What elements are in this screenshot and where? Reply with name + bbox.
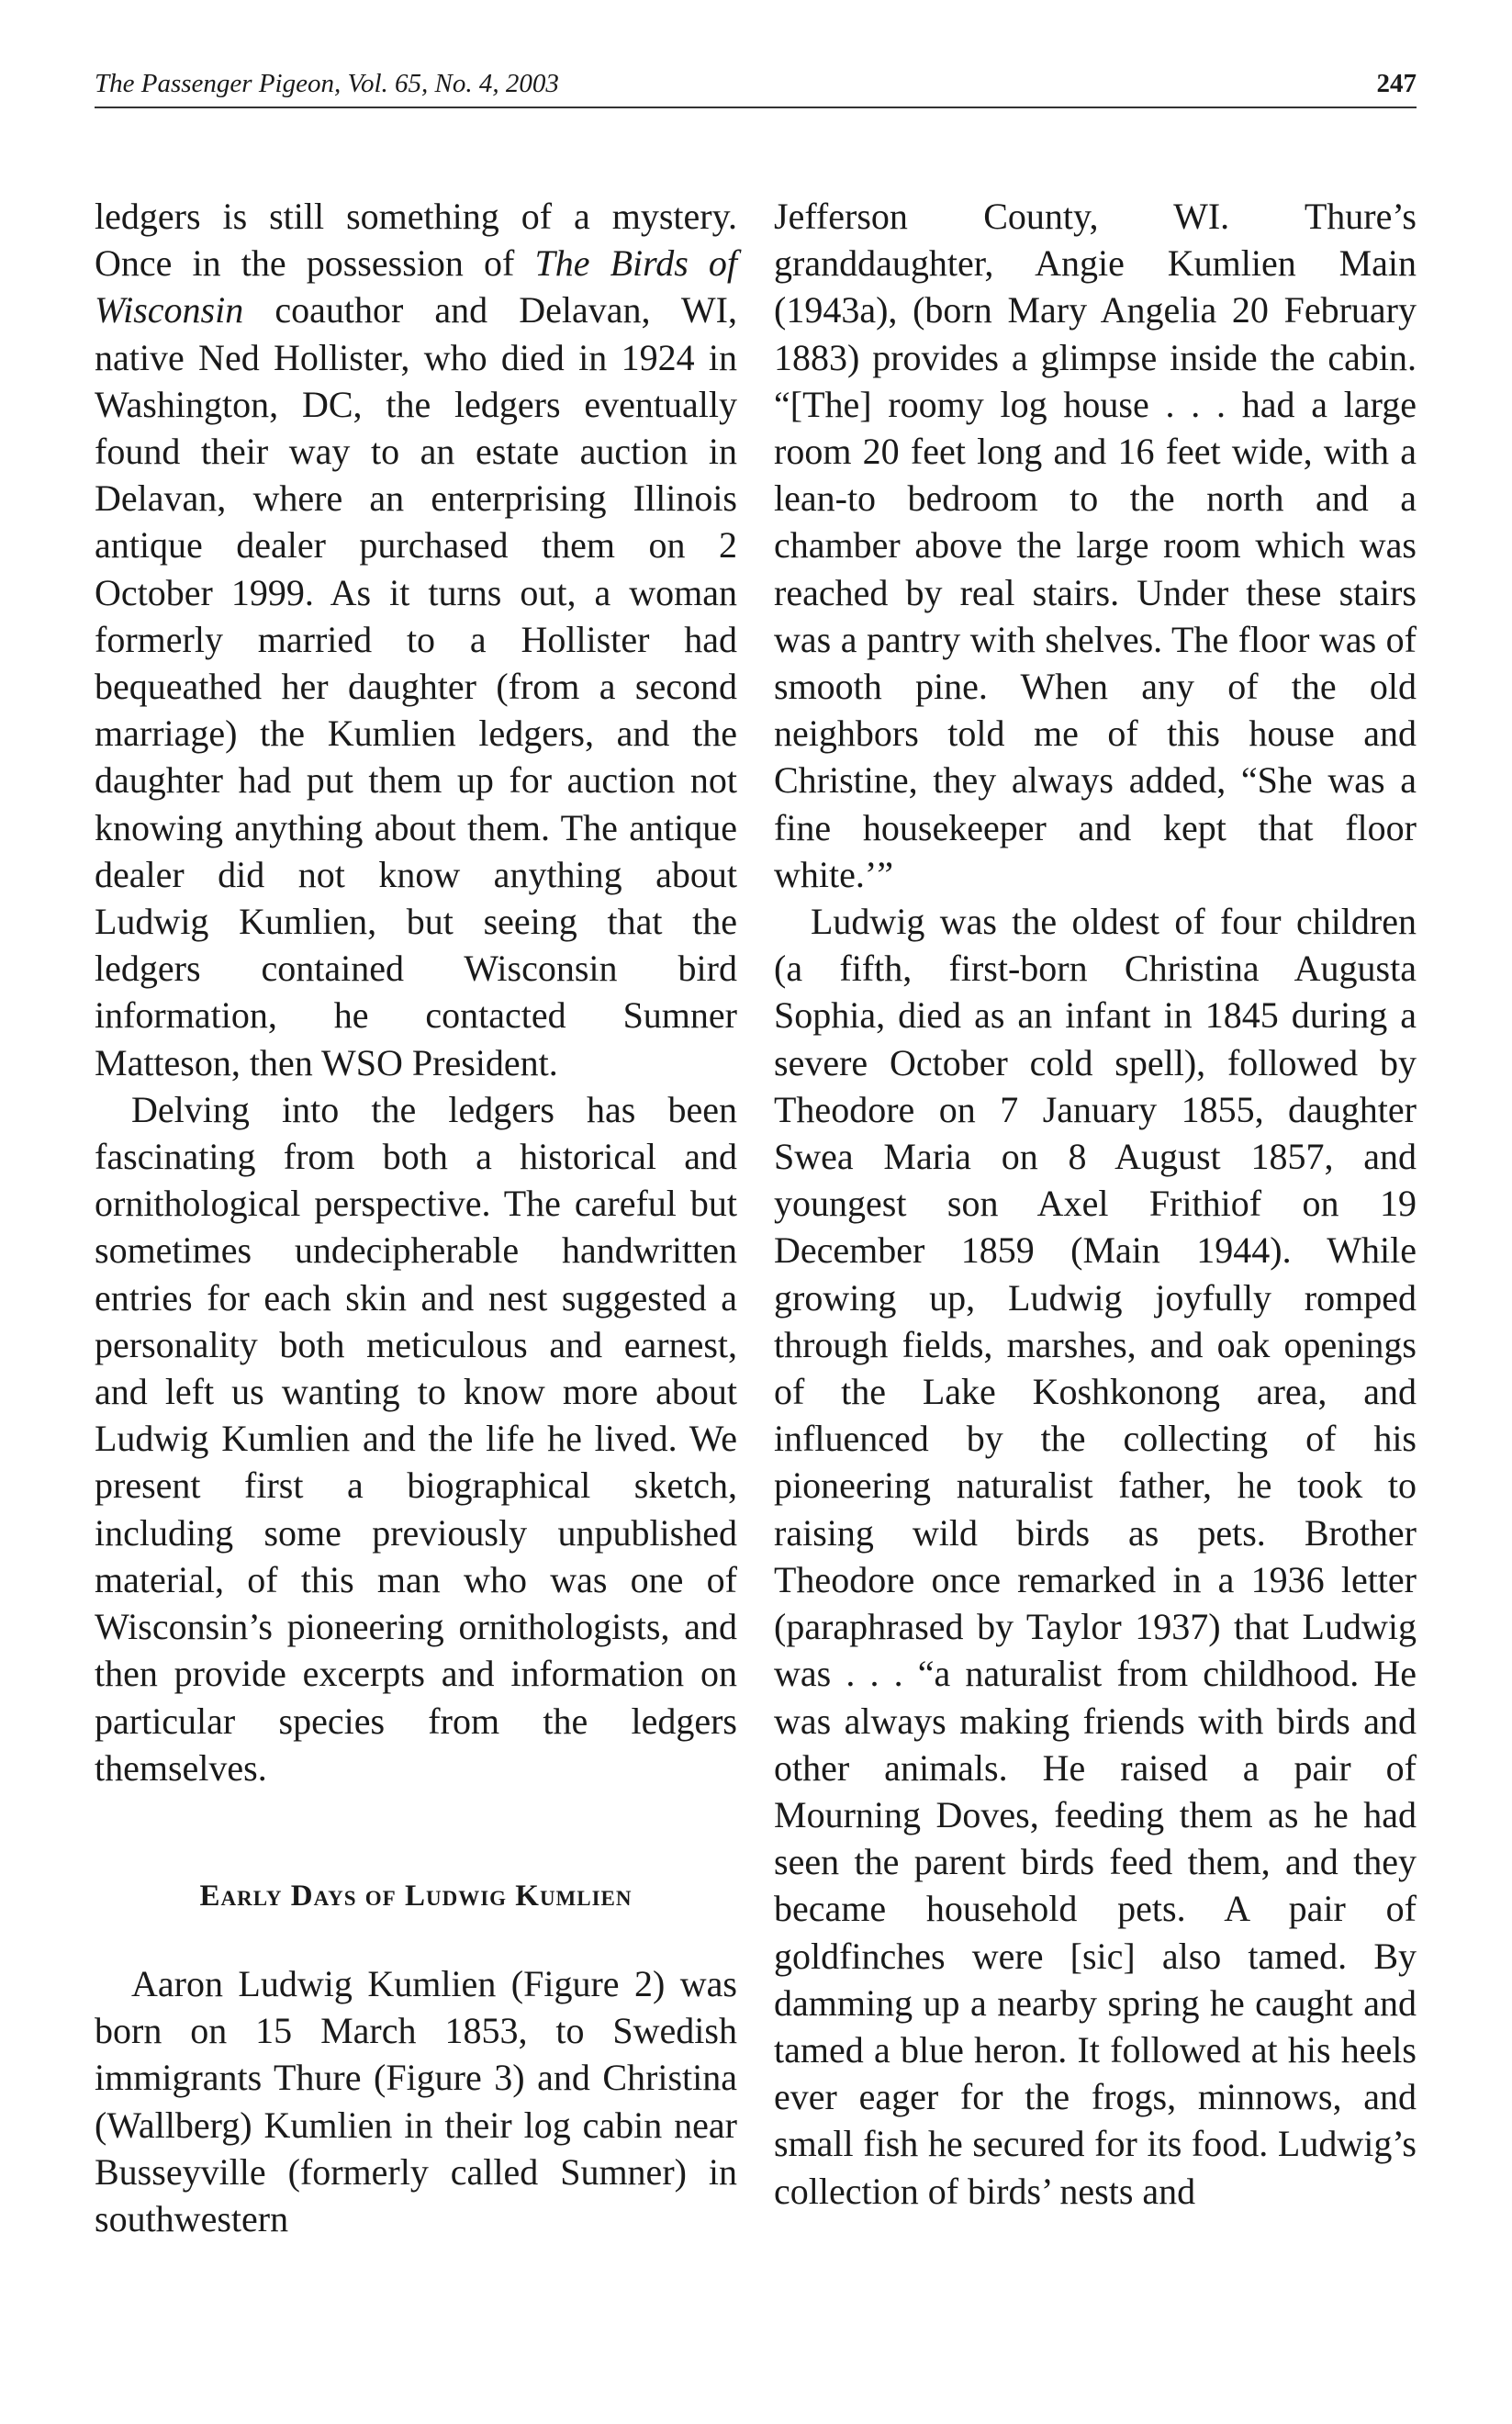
paragraph-delving: Delving into the ledgers has been fascinating from both a historical and ornithological perspective. The careful but sometimes undecipherable handwritten entries for each skin and nest suggested a personality both meticulous and earnest, and left us wanting to know more about Ludwig Kumlien and the life he lived. We present first a biographical sketch, including some previously unpublished material, of this man who was one of Wisconsin’s pioneering ornithologists, and then provide excerpts and information on particular species from the ledgers themselves.: [95, 1088, 737, 1789]
paragraph-birth: Aaron Ludwig Kumlien (Figure 2) was born on 15 March 1853, to Swedish immigrants Thure (Figure 3) and Christina (Wallberg) Kumlien in their log cabin near Busseyville (formerly called Sumner) in southwestern: [95, 1962, 737, 2239]
running-header: [95, 62, 1417, 108]
paragraph-text: coauthor and Delavan, WI, native Ned Hollister, who died in 1924 in Washington, DC, the ledgers eventually found their way to an estate auction in Delavan, where an enterprising Illinois antique dealer purchased them on 2 October 1999. As it turns out, a woman formerly married to a Hollister had bequeathed her daughter (from a second marriage) the Kumlien ledgers, and the daughter had put them up for auction not knowing anything about them. The antique dealer did not know anything about Ludwig Kumlien, but seeing that the ledgers contained Wisconsin bird information, he contacted Sumner Matteson, then WSO President.: [95, 289, 737, 1083]
paragraph-text: ledgers is still something of a mystery. Once in the possession of: [95, 196, 737, 285]
paragraph-cabin: Jefferson County, WI. Thure’s granddaughter, Angie Kumlien Main (1943a), (born Mary Angelia 20 February 1883) provides a glimpse inside the cabin. “[The] roomy log house . . . had a large room 20 feet long and 16 feet wide, with a lean-to bedroom to the north and a chamber above the large room which was reached by real stairs. Under these stairs was a pantry with shelves. The floor was of smooth pine. When any of the old neighbors told me of this house and Christine, they always added, “She was a fine housekeeper and kept that floor white.’”: [774, 196, 1417, 895]
right-column: [774, 193, 1417, 2215]
paragraph-ledgers-history: [95, 193, 737, 1086]
page-number: 247: [1376, 69, 1417, 98]
book-title: The Birds of Wisconsin: [95, 242, 738, 331]
section-heading: Early Days of Ludwig Kumlien: [199, 1879, 633, 1913]
paragraph-childhood: Ludwig was the oldest of four children (a fifth, first-born Christina Augusta Sophia, died as an infant in 1845 during a severe October cold spell), followed by Theodore on 7 January 1855, daughter Swea Maria on 8 August 1857, and youngest son Axel Frithiof on 19 December 1859 (Main 1944). While growing up, Ludwig joyfully romped through fields, marshes, and oak openings of the Lake Koshkonong area, and influenced by the collecting of his pioneering naturalist father, he took to raising wild birds as pets. Brother Theodore once remarked in a 1936 letter (paraphrased by Taylor 1937) that Ludwig was . . . “a naturalist from childhood. He was always making friends with birds and other animals. He raised a pair of Mourning Doves, feeding them as he had seen the parent birds feed them, and they became household pets. A pair of goldfinches were [sic] also tamed. By damming up a nearby spring he caught and tamed a blue heron. It followed at his heels ever eager for the frogs, minnows, and small fish he secured for its food. Ludwig’s collection of birds’ nests and: [774, 901, 1417, 2212]
left-column: [95, 193, 737, 2242]
journal-citation: The Passenger Pigeon, Vol. 65, No. 4, 2003: [95, 69, 559, 98]
